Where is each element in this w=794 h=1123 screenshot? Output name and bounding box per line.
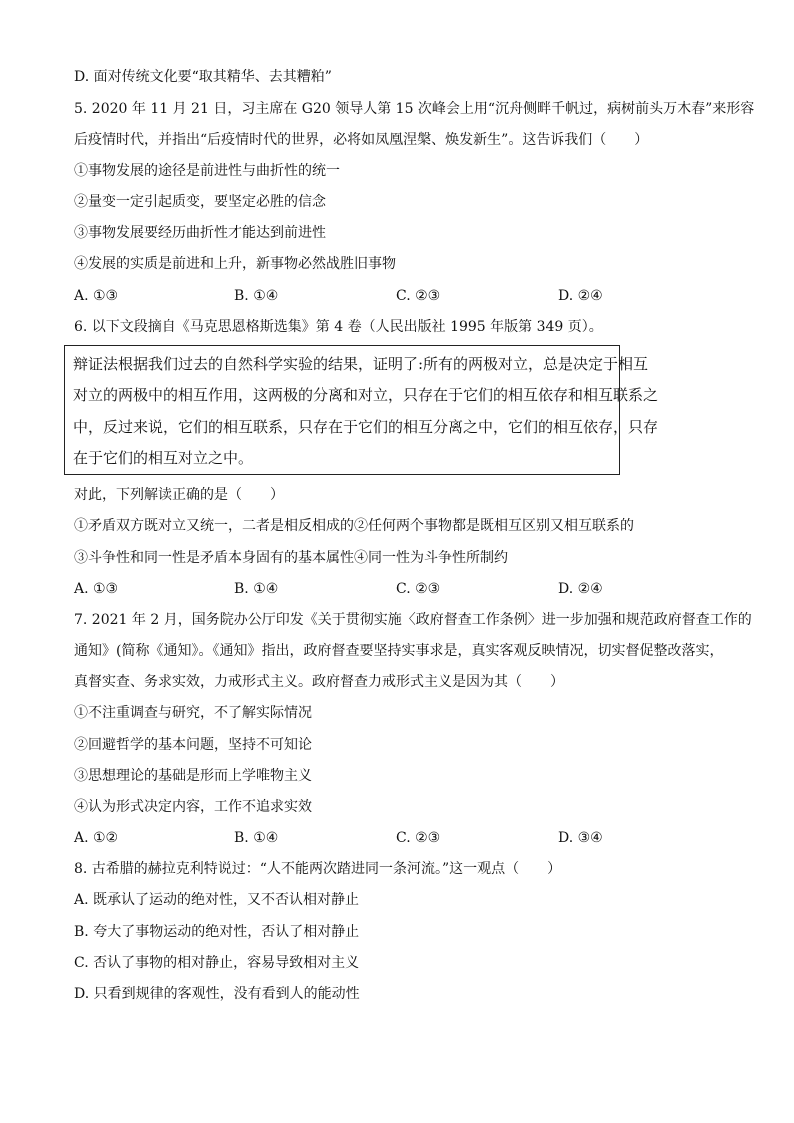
q8-stem: 8. 古希腊的赫拉克利特说过：“人不能两次踏进同一条河流。”这一观点（ ） — [74, 861, 562, 877]
q7-stem-line-2: 通知》(简称《通知》。《通知》指出，政府督查要坚持实事求是，真实客观反映情况，切实督促整改落实， — [74, 643, 724, 659]
q6-quote-box — [64, 345, 659, 475]
q7-option-c: C. ②③ — [396, 830, 441, 846]
q5-options — [74, 286, 634, 306]
q6-option-c: C. ②③ — [396, 581, 441, 597]
q6-option-a: A. ①③ — [74, 581, 119, 597]
q6-item-2: ③斗争性和同一性是矛盾本身固有的基本属性④同一性为斗争性所制约 — [74, 550, 508, 566]
q7-item-4: ④认为形式决定内容，工作不追求实效 — [74, 799, 312, 815]
q7-stem-line-1: 7. 2021 年 2 月，国务院办公厅印发《关于贯彻实施〈政府督查工作条例〉进一步加强和规范政府督查工作的 — [74, 612, 752, 628]
q5-stem-line-1: 5. 2020 年 11 月 21 日，习主席在 G20 领导人第 15 次峰会上用“沉舟侧畔千帆过，病树前头万木春”来形容 — [74, 101, 755, 117]
q8-option-d: D. 只看到规律的客观性，没有看到人的能动性 — [74, 986, 360, 1002]
q6-quote-line-3: 中，反过来说，它们的相互联系，只存在于它们的相互分离之中，它们的相互依存，只存 — [73, 418, 659, 436]
q5-option-b: B. ①④ — [234, 288, 279, 304]
q5-stem-line-2: 后疫情时代，并指出“后疫情时代的世界，必将如凤凰涅槃、焕发新生”。这告诉我们（ ） — [74, 132, 649, 148]
q6-quote-line-2: 对立的两极中的相互作用，这两极的分离和对立，只存在于它们的相互依存和相互联系之 — [73, 386, 659, 404]
q7-option-a: A. ①② — [74, 830, 119, 846]
q8-option-a: A. 既承认了运动的绝对性，又不否认相对静止 — [74, 892, 360, 908]
q7-item-1: ①不注重调查与研究，不了解实际情况 — [74, 705, 312, 721]
q5-item-3: ③事物发展要经历曲折性才能达到前进性 — [74, 225, 326, 241]
q7-option-d: D. ③④ — [558, 830, 603, 846]
q7-stem-line-3: 真督实查、务求实效，力戒形式主义。政府督查力戒形式主义是因为其（ ） — [74, 674, 564, 690]
q6-option-d: D. ②④ — [558, 581, 603, 597]
q6-quote-line-4: 在于它们的相互对立之中。 — [73, 449, 254, 467]
q6-quote-line-1: 辩证法根据我们过去的自然科学实验的结果，证明了:所有的两极对立，总是决定于相互 — [73, 355, 649, 373]
q5-item-4: ④发展的实质是前进和上升，新事物必然战胜旧事物 — [74, 256, 396, 272]
q5-option-c: C. ②③ — [396, 288, 441, 304]
q6-stem: 6. 以下文段摘自《马克思恩格斯选集》第 4 卷（人民出版社 1995 年版第 349 页）。 — [74, 319, 603, 335]
q8-option-b: B. 夸大了事物运动的绝对性，否认了相对静止 — [74, 924, 360, 940]
q7-item-3: ③思想理论的基础是形而上学唯物主义 — [74, 768, 312, 784]
q5-item-1: ①事物发展的途径是前进性与曲折性的统一 — [74, 163, 340, 179]
q7-option-b: B. ①④ — [234, 830, 279, 846]
q7-item-2: ②回避哲学的基本问题，坚持不可知论 — [74, 737, 312, 753]
q8-option-c: C. 否认了事物的相对静止，容易导致相对主义 — [74, 955, 360, 971]
q6-options — [74, 579, 634, 599]
q5-option-d: D. ②④ — [558, 288, 603, 304]
q6-item-1: ①矛盾双方既对立又统一，二者是相反相成的②任何两个事物都是既相互区别又相互联系的 — [74, 518, 634, 534]
q5-option-a: A. ①③ — [74, 288, 119, 304]
q4-option-d: D. 面对传统文化要“取其精华、去其糟粕” — [74, 69, 332, 85]
q5-item-2: ②量变一定引起质变，要坚定必胜的信念 — [74, 194, 326, 210]
q6-option-b: B. ①④ — [234, 581, 279, 597]
q7-options — [74, 828, 634, 848]
q6-question: 对此，下列解读正确的是（ ） — [74, 487, 284, 503]
